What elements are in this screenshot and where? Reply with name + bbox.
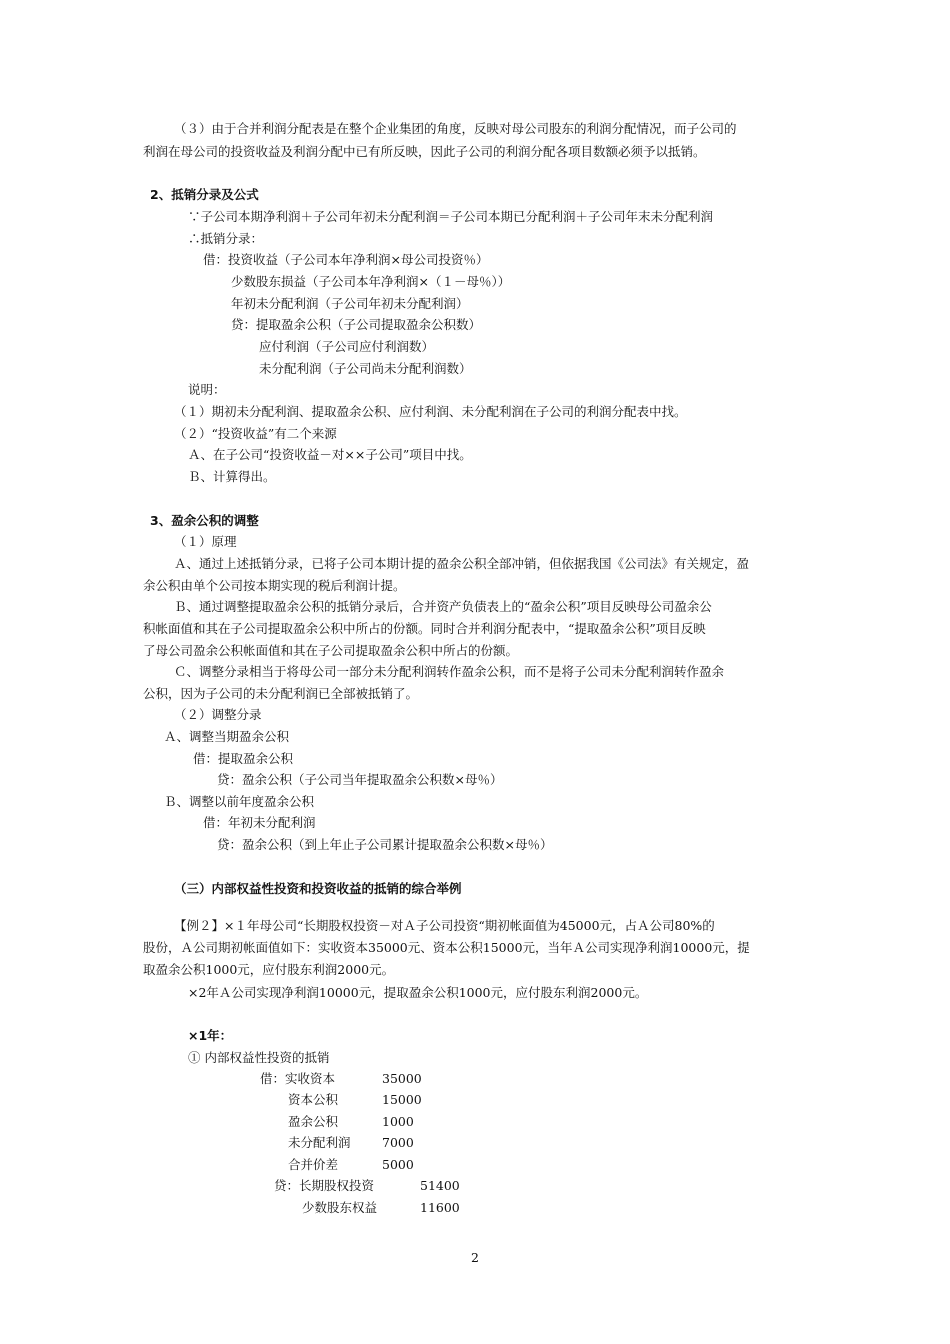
entry-credit-1: 贷：提取盈余公积（子公司提取盈余公积数） [231,317,482,332]
credit-label: 少数股东权益 [302,1200,378,1215]
debit-row [288,1114,488,1130]
note-label: 说明： [188,382,226,397]
debit-row [260,1071,460,1087]
debit-row [288,1135,488,1151]
item-1-title: ① 内部权益性投资的抵销 [188,1050,330,1065]
entry-credit-2: 应付利润（子公司应付利润数） [259,339,435,354]
note-1: （１）期初未分配利润、提取盈余公积、应付利润、未分配利润在子公司的利润分配表中找。 [174,404,687,419]
adjust-b-debit: 借：年初未分配利润 [203,815,316,830]
section-example-heading: （三）内部权益性投资和投资收益的抵销的综合举例 [174,881,462,896]
debit-label: 借：实收资本 [260,1071,336,1086]
adjust-a-debit: 借：提取盈余公积 [193,751,294,766]
page-number: 2 [471,1250,479,1265]
example-line-1: 【例２】×１年母公司“长期股权投资－对Ａ子公司投资“期初帐面值为45000元，占Ａ公司80%的 [174,918,715,933]
principle-a-line-2: 余公积由单个公司按本期实现的税后利润计提。 [143,578,406,593]
principle-c-line-2: 公积，因为子公司的未分配利润已全部被抵销了。 [143,686,419,701]
year-label: ×1年： [188,1028,233,1043]
principle-b-line-2: 积帐面值和其在子公司提取盈余公积中所占的份额。同时合并利润分配表中，“提取盈余公积”项目反映 [143,621,706,636]
para-3-line-2: 利润在母公司的投资收益及利润分配中已有所反映，因此子公司的利润分配各项目数额必须予以抵销。 [143,144,706,159]
section-2-heading: 2、抵销分录及公式 [150,187,259,202]
adjust-a-credit: 贷：盈余公积（子公司当年提取盈余公积数×母％） [217,772,503,787]
debit-row [288,1157,488,1173]
debit-label: 未分配利润 [288,1135,351,1150]
debit-label: 盈余公积 [288,1114,339,1129]
entry-debit-1: 借：投资收益（子公司本年净利润×母公司投资％） [203,252,489,267]
note-2b: Ｂ、计算得出。 [188,469,276,484]
adjust-a: Ａ、调整当期盈余公积 [164,729,290,744]
example-line-3: 取盈余公积1000元，应付股东利润2000元。 [143,962,395,977]
credit-row [302,1200,502,1216]
debit-amount: 7000 [382,1135,414,1150]
para-3-line-1: （３）由于合并利润分配表是在整个企业集团的角度，反映对母公司股东的利润分配情况，而子公司的 [174,121,737,136]
example-line-2: 股份，Ａ公司期初帐面值如下：实收资本35000元、资本公积15000元，当年Ａ公司实现净利润10000元，提 [143,940,750,955]
section-3-heading: 3、盈余公积的调整 [150,513,259,528]
debit-amount: 5000 [382,1157,414,1172]
principle-b-line-3: 了母公司盈余公积帐面值和其在子公司提取盈余公积中所占的份额。 [143,643,519,658]
debit-amount: 1000 [382,1114,414,1129]
therefore-label: ∴抵销分录： [188,231,264,246]
formula: ∵子公司本期净利润＋子公司年初未分配利润＝子公司本期已分配利润＋子公司年末未分配利润 [188,209,714,224]
note-2: （２）“投资收益”有二个来源 [174,426,337,441]
credit-label: 贷：长期股权投资 [274,1178,375,1193]
note-2a: Ａ、在子公司“投资收益－对××子公司”项目中找。 [188,447,472,462]
adjust-label: （２）调整分录 [174,707,262,722]
debit-label: 合并价差 [288,1157,339,1172]
principle-a-line-1: Ａ、通过上述抵销分录，已将子公司本期计提的盈余公积全部冲销，但依据我国《公司法》有关规定，盈 [174,556,750,571]
entry-debit-2: 少数股东损益（子公司本年净利润×（１－母％）） [231,274,511,289]
adjust-b-credit: 贷：盈余公积（到上年止子公司累计提取盈余公积数×母％） [217,837,553,852]
entry-debit-3: 年初未分配利润（子公司年初未分配利润） [231,296,469,311]
principle-c-line-1: Ｃ、调整分录相当于将母公司一部分未分配利润转作盈余公积，而不是将子公司未分配利润转作盈余 [174,664,725,679]
principle-b-line-1: Ｂ、通过调整提取盈余公积的抵销分录后，合并资产负债表上的“盈余公积”项目反映母公司盈余公 [174,599,712,614]
principle-label: （１）原理 [174,534,237,549]
debit-amount: 35000 [382,1071,422,1086]
adjust-b: Ｂ、调整以前年度盈余公积 [164,794,315,809]
entry-credit-3: 未分配利润（子公司尚未分配利润数） [259,361,472,376]
credit-amount: 51400 [420,1178,460,1193]
debit-amount: 15000 [382,1092,422,1107]
debit-label: 资本公积 [288,1092,339,1107]
debit-row [288,1092,488,1108]
credit-amount: 11600 [420,1200,460,1215]
credit-row [274,1178,494,1194]
example-line-4: ×2年Ａ公司实现净利润10000元，提取盈余公积1000元，应付股东利润2000元。 [188,985,648,1000]
